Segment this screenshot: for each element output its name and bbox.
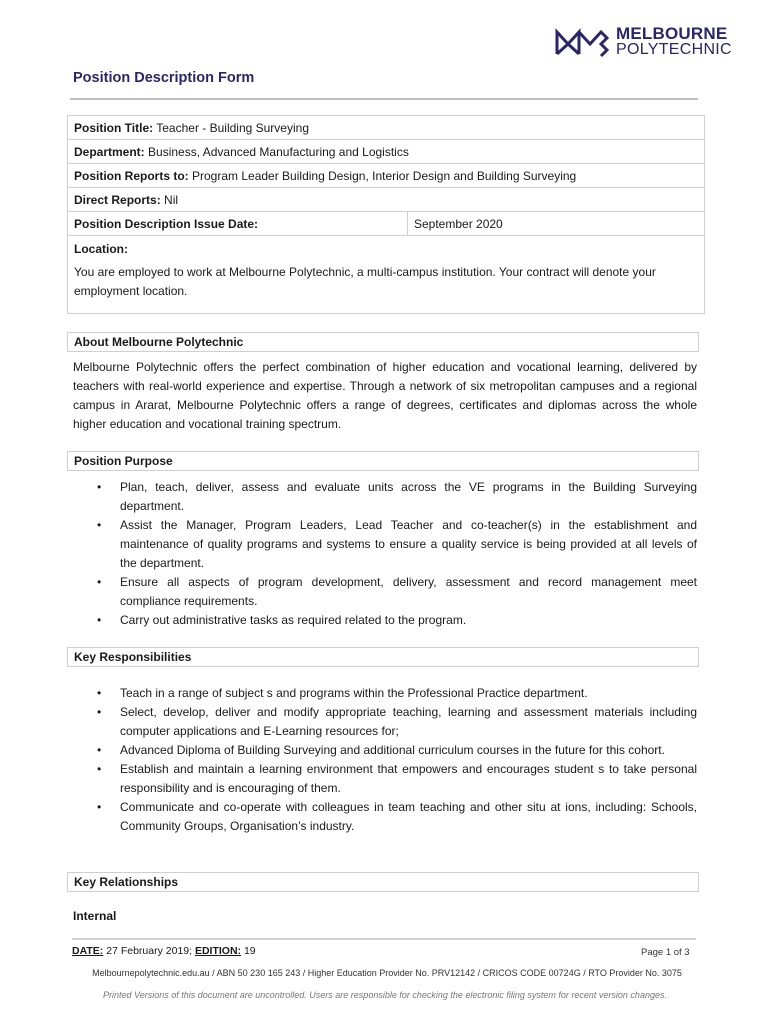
list-item-text: Teach in a range of subject s and programs within the Professional Practice department. xyxy=(120,686,588,700)
responsibilities-list xyxy=(73,684,697,836)
list-item-text: Carry out administrative tasks as required related to the program. xyxy=(120,613,467,627)
table-row xyxy=(68,212,705,236)
list-item xyxy=(73,516,697,573)
direct-reports-value: Nil xyxy=(160,192,179,207)
title-divider xyxy=(70,98,698,100)
table-row xyxy=(68,164,705,188)
table-row xyxy=(68,140,705,164)
list-item-text: Plan, teach, deliver, assess and evaluate units across the VE programs in the Building Surveying department. xyxy=(120,480,697,513)
responsibilities-heading: Key Responsibilities xyxy=(67,647,699,667)
list-item xyxy=(73,478,697,516)
bullet-icon: • xyxy=(97,686,102,700)
relationships-heading: Key Relationships xyxy=(67,872,699,892)
page-number: Page 1 of 3 xyxy=(641,947,690,958)
melbourne-polytechnic-logo xyxy=(554,26,732,58)
position-title-cell xyxy=(68,116,705,140)
position-title-label: Position Title: xyxy=(74,120,154,135)
bullet-icon: • xyxy=(97,762,102,776)
bullet-icon: • xyxy=(97,800,102,814)
department-label: Department: xyxy=(74,144,145,159)
bullet-icon: • xyxy=(97,743,102,757)
position-title-value: Teacher - Building Surveying xyxy=(153,120,309,135)
logo-line-2: POLYTECHNIC xyxy=(616,41,732,58)
logo-wordmark xyxy=(616,26,732,58)
list-item-text: Establish and maintain a learning environment that empowers and encourages student s to take personal responsibility and is encouraging of them. xyxy=(120,762,697,795)
location-label: Location: xyxy=(74,242,128,256)
issue-date-value: September 2020 xyxy=(414,216,503,231)
issue-date-label: Position Description Issue Date: xyxy=(74,216,259,231)
direct-reports-cell xyxy=(68,188,705,212)
position-info-table xyxy=(67,115,705,314)
reports-to-cell xyxy=(68,164,705,188)
list-item xyxy=(73,703,697,741)
bullet-icon: • xyxy=(97,705,102,719)
logo-line-1: MELBOURNE xyxy=(616,24,728,43)
date-label: DATE: xyxy=(72,945,104,957)
about-text: Melbourne Polytechnic offers the perfect combination of higher education and vocational learning, delivered by teachers with real-world experience and expertise. Through a network of six metropolitan campuses and a regional campus in Ararat, Melbourne Polytechnic offers a range of degrees, certificates and diplomas across the whole higher education and vocational training spectrum. xyxy=(73,360,697,431)
location-text: You are employed to work at Melbourne Polytechnic, a multi-campus institution. Your contract will denote your employment location. xyxy=(74,265,656,298)
bullet-icon: • xyxy=(97,575,102,589)
table-row xyxy=(68,116,705,140)
reports-to-label: Position Reports to: xyxy=(74,168,189,183)
internal-subheading: Internal xyxy=(73,909,117,923)
about-heading: About Melbourne Polytechnic xyxy=(67,332,699,352)
list-item-text: Communicate and co-operate with colleagues in team teaching and other situ at ions, including: Schools, Community Groups, Organisation’s industry. xyxy=(120,800,697,833)
page-title: Position Description Form xyxy=(73,70,255,86)
list-item xyxy=(73,573,697,611)
list-item-text: Assist the Manager, Program Leaders, Lead Teacher and co-teacher(s) in the establishment and maintenance of quality programs and systems to ensure a quality service is being provided at all levels of the department. xyxy=(120,518,697,570)
bullet-icon: • xyxy=(97,518,102,532)
purpose-list xyxy=(73,478,697,630)
list-item xyxy=(73,684,697,703)
list-item-text: Advanced Diploma of Building Surveying and additional curriculum courses in the future for this cohort. xyxy=(120,743,665,757)
footer-date-edition xyxy=(72,945,256,957)
reports-to-value: Program Leader Building Design, Interior Design and Building Surveying xyxy=(188,168,577,183)
date-value: 27 February 2019; xyxy=(103,945,195,957)
issue-date-label-cell xyxy=(68,212,408,236)
department-value: Business, Advanced Manufacturing and Logistics xyxy=(144,144,409,159)
list-item xyxy=(73,760,697,798)
list-item xyxy=(73,798,697,836)
footer-legal-text: Melbournepolytechnic.edu.au / ABN 50 230 165 243 / Higher Education Provider No. PRV12142 / CRICOS CODE 00724G / RTO Provider No. 3075 xyxy=(92,968,682,978)
direct-reports-label: Direct Reports: xyxy=(74,192,161,207)
table-row xyxy=(68,188,705,212)
issue-date-value-cell xyxy=(408,212,705,236)
department-cell xyxy=(68,140,705,164)
bullet-icon: • xyxy=(97,613,102,627)
bullet-icon: • xyxy=(97,480,102,494)
list-item-text: Select, develop, deliver and modify appropriate teaching, learning and assessment materials including computer applications and E-Learning resources for; xyxy=(120,705,697,738)
edition-value: 19 xyxy=(241,945,256,957)
purpose-heading: Position Purpose xyxy=(67,451,699,471)
list-item xyxy=(73,611,697,630)
edition-label: EDITION: xyxy=(194,945,242,957)
melbourne-polytechnic-logo-icon xyxy=(554,26,610,58)
list-item-text: Ensure all aspects of program development, delivery, assessment and record management meet compliance requirements. xyxy=(120,575,697,608)
list-item xyxy=(73,741,697,760)
footer-divider xyxy=(72,938,696,940)
location-cell xyxy=(68,236,705,314)
table-row xyxy=(68,236,705,314)
footer-disclaimer: Printed Versions of this document are uncontrolled. Users are responsible for checking the electronic filing system for recent version changes. xyxy=(103,990,667,1000)
